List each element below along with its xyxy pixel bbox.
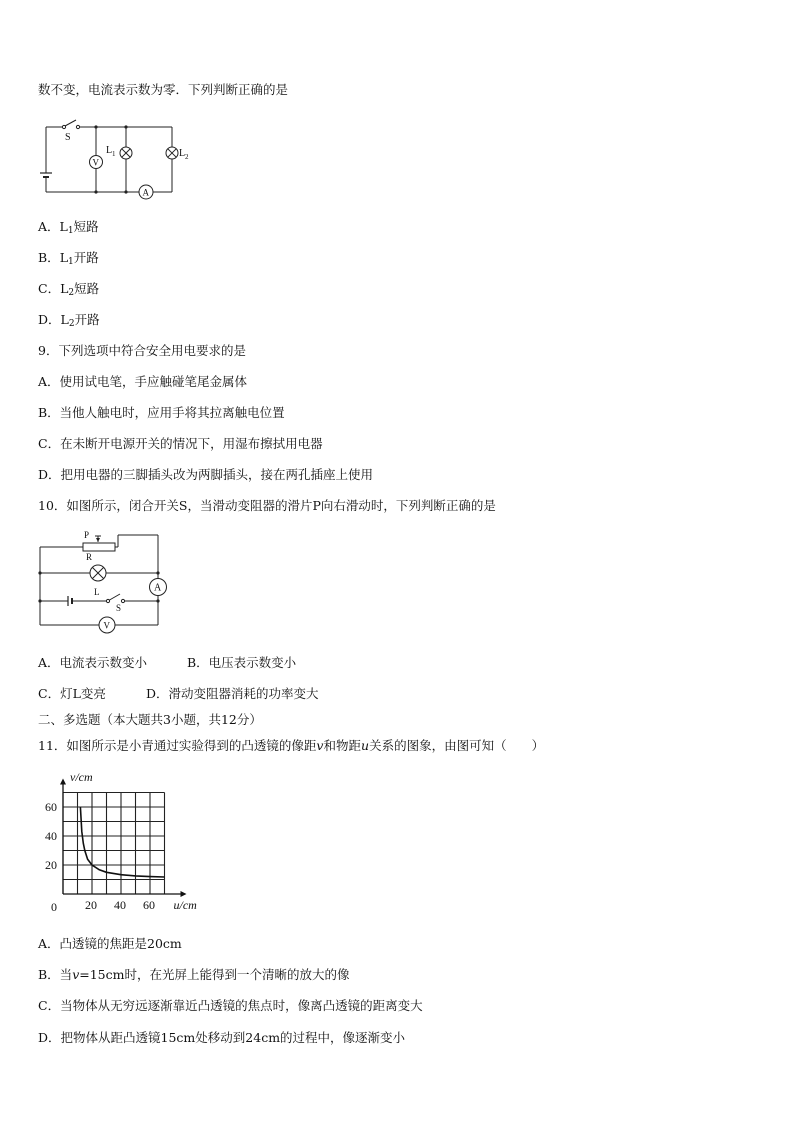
q10-option-b: B．电压表示数变小 <box>187 655 297 670</box>
section-title: 二、多选题（本大题共3小题，共12分） <box>38 712 262 727</box>
x-tick-label: 40 <box>114 898 126 912</box>
y-axis-arrow <box>60 779 66 785</box>
q10-stem: 10．如图所示，闭合开关S，当滑动变阻器的滑片P向右滑动时，下列判断正确的是 <box>38 498 496 513</box>
q8-option-d: D．$L_2$开路 <box>38 312 100 329</box>
q8-ammeter-label: A <box>142 187 149 198</box>
q9-option-a: A．使用试电笔，手应触碰笔尾金属体 <box>38 374 248 389</box>
y-axis-label: v/cm <box>70 770 93 784</box>
q10-option-d: D．滑动变阻器消耗的功率变大 <box>146 686 319 701</box>
q9-option-d: D．把用电器的三脚插头改为两脚插头，接在两孔插座上使用 <box>38 467 374 482</box>
x-axis-label: u/cm <box>173 898 197 912</box>
x-tick-label: 20 <box>85 898 97 912</box>
v-u-curve <box>80 807 164 877</box>
q9-option-b: B．当他人触电时，应用手将其拉离触电位置 <box>38 405 285 420</box>
q8-option-b: B．$L_1$开路 <box>38 250 99 267</box>
q11-option-b: B．当v=15cm时，在光屏上能得到一个清晰的放大的像 <box>38 967 350 982</box>
q10-rheostat-label: R <box>86 552 93 562</box>
q8-circuit-diagram <box>38 115 198 205</box>
q9-stem: 9．下列选项中符合安全用电要求的是 <box>38 343 246 358</box>
q8-lamp2-sub: 2 <box>185 153 189 161</box>
q11-stem: 11．如图所示是小青通过实验得到的凸透镜的像距v和物距u关系的图象，由图可知（ ） <box>38 738 545 753</box>
origin-label: 0 <box>51 900 57 914</box>
q10-ammeter-label: A <box>154 582 162 594</box>
y-tick-label: 60 <box>45 800 57 814</box>
q8-option-c: C．$L_2$短路 <box>38 281 100 298</box>
q10-voltmeter-label: V <box>103 620 110 631</box>
q10-lamp-label: L <box>94 587 100 597</box>
q10-circuit-diagram <box>38 527 173 639</box>
q10-option-c: C．灯L变亮 <box>38 686 106 701</box>
q8-option-a: A．$L_1$短路 <box>38 219 99 236</box>
q8-lamp1-label: L <box>106 145 113 156</box>
q10-option-a: A．电流表示数变小 <box>38 655 148 670</box>
q8-lamp2-label: L <box>179 148 186 159</box>
y-tick-label: 20 <box>45 858 57 872</box>
q8-voltmeter-label: V <box>92 157 99 168</box>
q8-lamp1-sub: 1 <box>112 150 116 158</box>
q8-switch-label: S <box>65 132 71 143</box>
q10-slider-label: P <box>84 530 90 540</box>
q11-option-d: D．把物体从距凸透镜15cm处移动到24cm的过程中，像逐渐变小 <box>38 1030 406 1045</box>
x-axis-arrow <box>181 891 187 897</box>
q8-intro: 数不变，电流表示数为零．下列判断正确的是 <box>38 82 289 97</box>
q10-switch-label: S <box>116 603 122 613</box>
q11-option-a: A．凸透镜的焦距是20cm <box>38 936 182 951</box>
y-tick-label: 40 <box>45 829 57 843</box>
q11-option-c: C．当物体从无穷远逐渐靠近凸透镜的焦点时，像离凸透镜的距离变大 <box>38 998 423 1013</box>
x-tick-label: 60 <box>143 898 155 912</box>
q11-graph <box>38 768 213 920</box>
q9-option-c: C．在未断开电源开关的情况下，用湿布擦拭用电器 <box>38 436 323 451</box>
